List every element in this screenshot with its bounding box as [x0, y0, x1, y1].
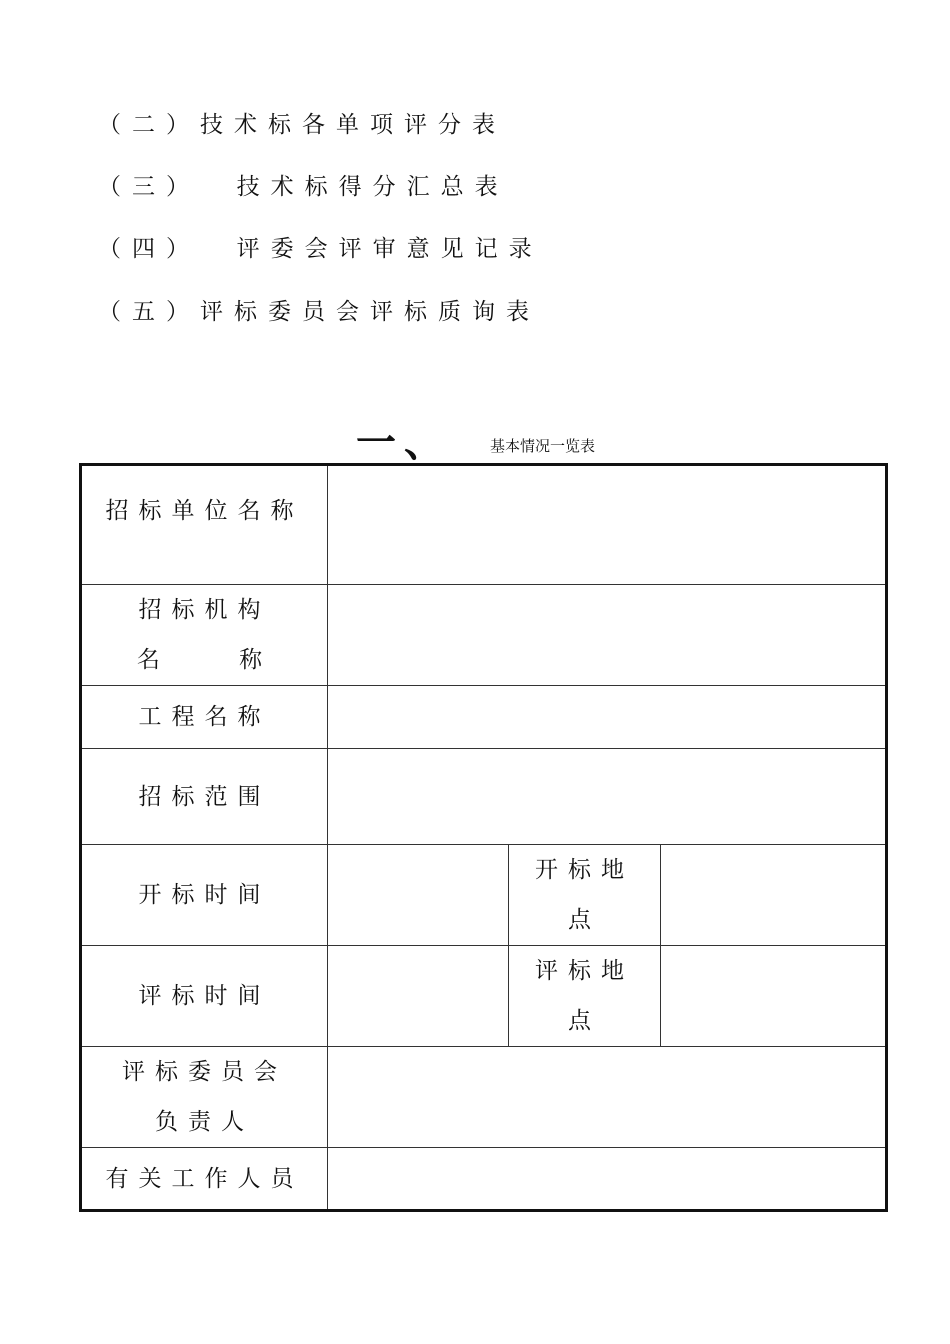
value-committee-head[interactable]	[328, 1047, 887, 1148]
table-row	[81, 845, 887, 946]
table-row	[81, 1047, 887, 1148]
label-tender-scope: 招标范围	[81, 749, 328, 845]
label-committee-head-line1: 评标委员会	[122, 1059, 287, 1085]
basic-info-table	[79, 463, 888, 1212]
value-tender-unit[interactable]	[328, 465, 887, 585]
section-title: 基本情况一览表	[490, 437, 596, 455]
value-opening-time[interactable]	[328, 845, 509, 946]
table-row	[81, 585, 887, 686]
table-row	[81, 1148, 887, 1211]
value-evaluation-place[interactable]	[661, 946, 887, 1047]
label-opening-place-line1: 开标地	[535, 857, 634, 883]
value-evaluation-time[interactable]	[328, 946, 509, 1047]
table-row	[81, 465, 887, 585]
section-number: 一、	[356, 420, 452, 466]
value-opening-place[interactable]	[661, 845, 887, 946]
label-tender-unit: 招标单位名称	[81, 465, 328, 585]
value-staff[interactable]	[328, 1148, 887, 1211]
label-agency-line2: 名 称	[136, 647, 273, 673]
label-project-name: 工程名称	[81, 686, 328, 749]
label-committee-head-line2: 负责人	[155, 1109, 254, 1135]
toc-item-2: （二）技术标各单项评分表	[98, 112, 506, 138]
label-agency-line1: 招标机构	[138, 597, 271, 623]
label-opening-place-line2: 点	[568, 907, 601, 933]
toc-item-4: （四） 评委会评审意见记录	[98, 236, 543, 262]
label-evaluation-place-line2: 点	[568, 1008, 601, 1034]
label-evaluation-time: 评标时间	[81, 946, 328, 1047]
toc-item-5: （五）评标委员会评标质询表	[98, 299, 540, 325]
label-evaluation-place-line1: 评标地	[535, 958, 634, 984]
label-staff: 有关工作人员	[81, 1148, 328, 1211]
label-opening-place	[509, 845, 661, 946]
toc-item-3: （三） 技术标得分汇总表	[98, 174, 509, 200]
label-committee-head	[81, 1047, 328, 1148]
label-agency	[81, 585, 328, 686]
label-evaluation-place	[509, 946, 661, 1047]
table-row	[81, 686, 887, 749]
table-row	[81, 946, 887, 1047]
label-opening-time: 开标时间	[81, 845, 328, 946]
value-agency[interactable]	[328, 585, 887, 686]
value-project-name[interactable]	[328, 686, 887, 749]
table-row	[81, 749, 887, 845]
value-tender-scope[interactable]	[328, 749, 887, 845]
